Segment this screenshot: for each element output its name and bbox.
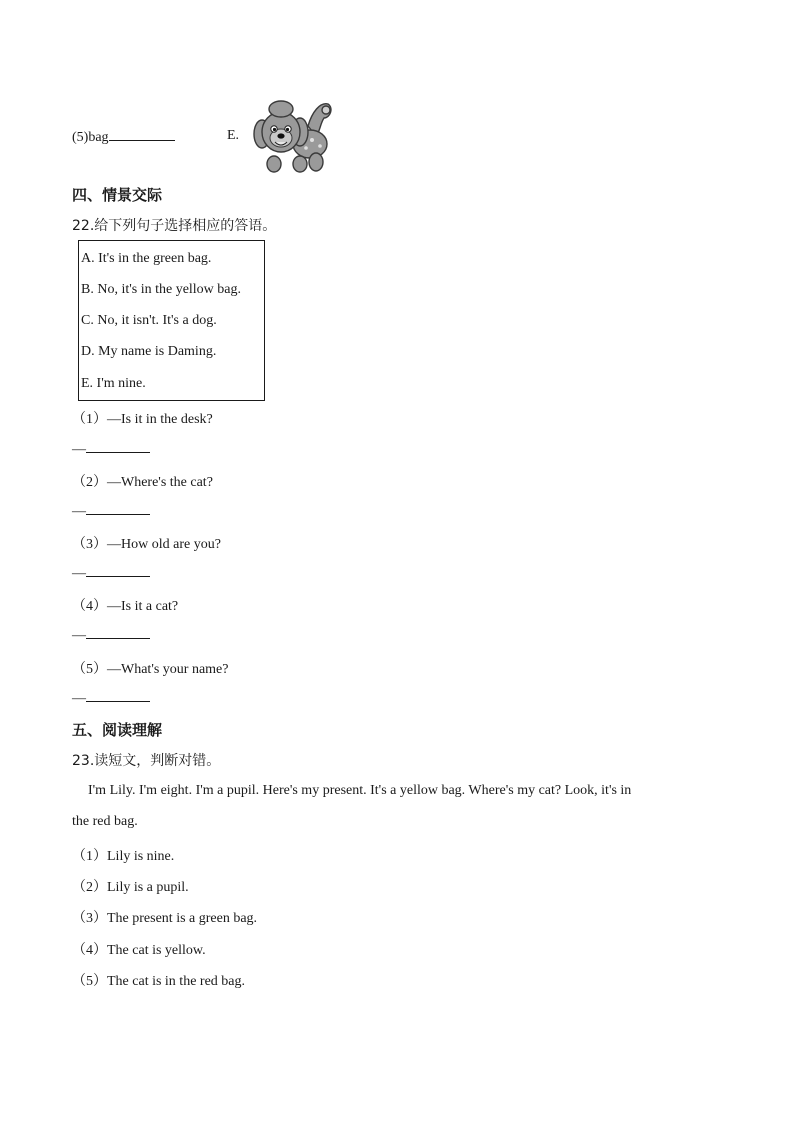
question-4: （4）—Is it a cat? (72, 599, 179, 614)
answer-line-4[interactable] (72, 626, 150, 644)
section5-instruction: 23.读短文，判断对错。 (72, 753, 221, 769)
q5-answer-blank[interactable] (109, 128, 175, 141)
statement-5: （5）The cat is in the red bag. (72, 974, 246, 989)
answer-blank[interactable] (86, 689, 150, 702)
poodle-dog-icon (250, 96, 334, 176)
question-3: （3）—How old are you? (72, 537, 221, 552)
answer-blank[interactable] (86, 440, 150, 453)
q5-row (72, 128, 175, 146)
answer-prefix: — (72, 628, 86, 643)
statement-2: （2）Lily is a pupil. (72, 880, 189, 895)
answer-line-3[interactable] (72, 564, 150, 582)
section4-title: 四、情景交际 (72, 186, 163, 204)
options-box (78, 240, 265, 401)
answer-prefix: — (72, 691, 86, 706)
q5-label: (5)bag (72, 130, 109, 145)
passage-line-1: I'm Lily. I'm eight. I'm a pupil. Here's my present. It's a yellow bag. Where's my cat? Look, it's in (88, 783, 632, 798)
answer-prefix: — (72, 566, 86, 581)
passage-line-2: the red bag. (72, 814, 138, 829)
answer-blank[interactable] (86, 626, 150, 639)
question-2: （2）—Where's the cat? (72, 475, 213, 490)
option-d: D. My name is Daming. (81, 344, 217, 359)
section4-instruction: 22.给下列句子选择相应的答语。 (72, 218, 277, 234)
answer-prefix: — (72, 504, 86, 519)
option-c: C. No, it isn't. It's a dog. (81, 313, 217, 328)
q5-option-letter: E. (227, 128, 240, 143)
question-1: （1）—Is it in the desk? (72, 412, 213, 427)
question-5: （5）—What's your name? (72, 662, 229, 677)
statement-1: （1）Lily is nine. (72, 849, 175, 864)
section5-title: 五、阅读理解 (72, 721, 163, 739)
option-a: A. It's in the green bag. (81, 251, 212, 266)
option-e: E. I'm nine. (81, 376, 146, 391)
answer-line-1[interactable] (72, 440, 150, 458)
answer-blank[interactable] (86, 502, 150, 515)
answer-blank[interactable] (86, 564, 150, 577)
statement-3: （3）The present is a green bag. (72, 911, 258, 926)
answer-line-5[interactable] (72, 689, 150, 707)
answer-prefix: — (72, 442, 86, 457)
answer-line-2[interactable] (72, 502, 150, 520)
option-b: B. No, it's in the yellow bag. (81, 282, 242, 297)
statement-4: （4）The cat is yellow. (72, 943, 206, 958)
